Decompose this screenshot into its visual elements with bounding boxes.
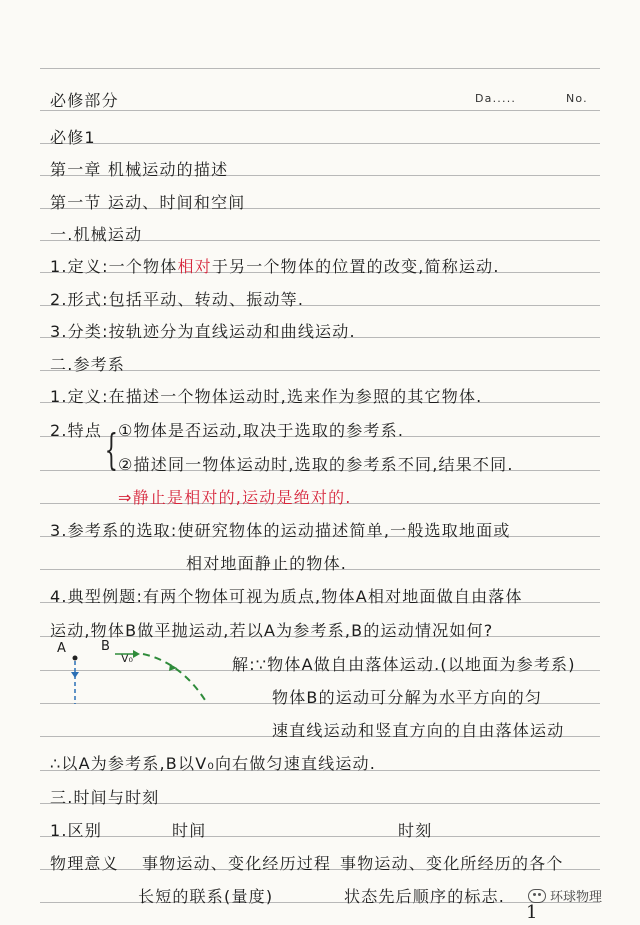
definition-highlight: 相对 xyxy=(177,257,212,276)
feature-2: ②描述同一物体运动时,选取的参考系不同,结果不同. xyxy=(118,455,514,474)
fall-arrow-icon xyxy=(71,672,79,678)
heading-reference-frame: 二.参考系 xyxy=(50,355,126,374)
watermark-text: 环球物理 xyxy=(550,890,603,905)
solution-line-1: 解:∵物体A做自由落体运动.(以地面为参考系) xyxy=(232,655,576,674)
example-line-1: 4.典型例题:有两个物体可视为质点,物体A相对地面做自由落体 xyxy=(50,587,523,606)
watermark xyxy=(528,886,602,905)
ruled-line xyxy=(40,836,600,837)
wechat-icon xyxy=(528,889,546,903)
time-instant-meaning-cont: 状态先后顺序的标志. xyxy=(344,887,506,906)
forms-line: 2.形式:包括平动、转动、振动等. xyxy=(50,290,305,309)
table-header-label: 1.区别 xyxy=(50,821,103,840)
classification-line: 3.分类:按轨迹分为直线运动和曲线运动. xyxy=(50,322,356,341)
section-title: 必修部分 xyxy=(50,91,119,110)
solution-line-3: 速直线运动和竖直方向的自由落体运动 xyxy=(272,721,565,740)
label-b: B xyxy=(101,639,110,654)
feature-1: ①物体是否运动,取决于选取的参考系. xyxy=(118,421,405,440)
ruled-line xyxy=(40,143,600,144)
page-number: 1 xyxy=(526,902,538,923)
heading-mechanical-motion: 一.机械运动 xyxy=(50,225,143,244)
solution-conclusion: ∴以A为参考系,B以V₀向右做匀速直线运动. xyxy=(50,754,377,773)
time-instant-meaning: 事物运动、变化所经历的各个 xyxy=(340,854,564,873)
heading-time: 三.时间与时刻 xyxy=(50,788,160,807)
date-label: Da..... xyxy=(475,92,517,105)
brace-icon: { xyxy=(104,425,119,474)
projectile-path-b xyxy=(143,654,205,700)
solution-line-2: 物体B的运动可分解为水平方向的匀 xyxy=(272,688,543,707)
selection-line-cont: 相对地面静止的物体. xyxy=(186,554,348,573)
motion-diagram-svg xyxy=(55,638,225,713)
ruled-line xyxy=(40,902,600,903)
table-header-time-instant: 时刻 xyxy=(398,821,433,840)
reference-definition-line: 1.定义:在描述一个物体运动时,选来作为参照的其它物体. xyxy=(50,387,483,406)
ruled-line xyxy=(40,110,600,111)
table-header-time-interval: 时间 xyxy=(172,821,207,840)
selection-line: 3.参考系的选取:使研究物体的运动描述简单,一般选取地面或 xyxy=(50,521,511,540)
object-a-dot xyxy=(73,656,78,661)
definition-text-2: 于另一个物体的位置的改变,简称运动. xyxy=(211,257,500,276)
example-line-2: 运动,物体B做平抛运动,若以A为参考系,B的运动情况如何? xyxy=(50,621,494,640)
ruled-line xyxy=(40,68,600,69)
label-a: A xyxy=(57,641,66,656)
time-interval-meaning-cont: 长短的联系(量度) xyxy=(138,887,274,906)
label-v0: V₀ xyxy=(121,652,133,665)
path-arrow-icon xyxy=(169,664,177,671)
conclusion-line: ⇒静止是相对的,运动是绝对的. xyxy=(118,488,352,507)
definition-line xyxy=(50,254,500,277)
velocity-arrow-icon xyxy=(133,650,140,658)
time-interval-meaning: 事物运动、变化经历过程 xyxy=(142,854,332,873)
definition-text-1: 1.定义:一个物体 xyxy=(50,257,178,276)
features-label: 2.特点 xyxy=(50,421,103,440)
row-label-physical-meaning: 物理意义 xyxy=(50,854,119,873)
section-heading: 第一节 运动、时间和空间 xyxy=(50,193,246,212)
motion-diagram xyxy=(55,638,225,713)
course-title: 必修1 xyxy=(50,128,96,147)
chapter-title: 第一章 机械运动的描述 xyxy=(50,160,229,179)
number-label: No. xyxy=(566,92,588,105)
